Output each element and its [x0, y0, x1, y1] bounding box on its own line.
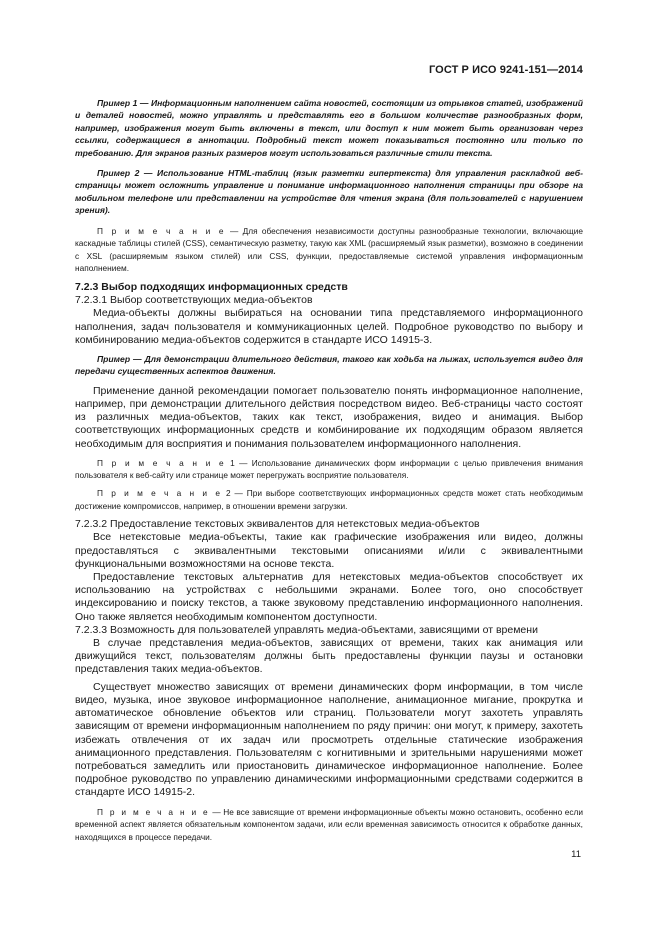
page-number: 11	[571, 849, 581, 860]
section-heading-7-2-3: 7.2.3 Выбор подходящих информационных средств	[75, 281, 348, 294]
body-paragraph: Все нетекстовые медиа-объекты, такие как графические изображения или видео, должны предоставляться с эквивалентными текстовыми описаниями и/или с эквивалентными функциональными возможностями на основе текста.	[75, 531, 583, 570]
note-label: П р и м е ч а н и е	[97, 806, 210, 817]
note-text: — Для обеспечения независимости доступны разнообразные технологии, включающие каскадные таблицы стилей (CSS), семантическую разметку, такую как XML (расширяемый язык разметки), возможно в соединении с XSL (расширяемым языком стилей) или CSS, функции, предоставляемые системой управления информационным наполнением.	[75, 225, 583, 274]
example-2: Пример 2 — Использование HTML-таблиц (язык разметки гипертекста) для управления раскладкой веб-страницы может осложнить управление и понимание информационного наполнения страницы при обзоре на мобильном телефоне или представлении на устройстве для чтения экрана (для пользователей с нарушением зрения).	[75, 168, 583, 216]
note-text: — Не все зависящие от времени информационные объекты можно остановить, особенно если временной аспект является обязательным компонентом задачи, или если временная зависимость относится к обработке данных, находящихся в процессе передачи.	[75, 806, 583, 842]
body-paragraph: В случае представления медиа-объектов, зависящих от времени, таких как анимация или движущийся текст, пользователям должны быть предоставлены функции паузы и остановки представления таких медиа-объектов.	[75, 637, 583, 676]
note-label: П р и м е ч а н и е	[97, 225, 226, 236]
subsection-heading-7-2-3-1: 7.2.3.1 Выбор соответствующих медиа-объектов	[75, 294, 313, 307]
note-paragraph	[75, 806, 583, 844]
body-paragraph: Предоставление текстовых альтернатив для нетекстовых медиа-объектов способствует их использованию на устройствах с небольшими экранами. Более того, оно способствует индексированию и поиску текстов, а также звуковому представлению информационного наполнения. Оно также является необходимым компонентом доступности.	[75, 571, 583, 623]
note-text: 2 — При выборе соответствующих информационных средств может стать необходимым достижение компромиссов, например, в отношении времени загрузки.	[75, 488, 583, 511]
body-paragraph: Применение данной рекомендации помогает пользователю понять информационное наполнение, например, при демонстрации длительного действия посредством видео. Веб-страницы часто состоят из различных медиа-объектов, таких как текст, изображения, видео и анимация. Выбор соответствующих информационных средств и комбинирование их подходящим образом является необходимым для восприятия и понимания пользователем информационного наполнения.	[75, 384, 583, 450]
body-paragraph: Существует множество зависящих от времени динамических форм информации, в том числе видео, музыка, иное звуковое информационное наполнение, анимационное мигание, прокрутка и автоматическое обновление объектов или страниц. Пользователи могут захотеть управлять зависящим от времени информационным наполнением по ряду причин: они могут, к примеру, захотеть избежать отвлечения от их задач или просмотреть отдельные статические изображения анимационного представления. Пользователям с когнитивными и зрительными нарушениями может потребоваться замедлить или приостановить динамическое информационное наполнение. Более подробное руководство по управлению динамическими информационными средствами содержится в стандарте ИСО 14915-2.	[75, 680, 583, 799]
subsection-heading-7-2-3-3: 7.2.3.3 Возможность для пользователей управлять медиа-объектами, зависящими от времени	[75, 623, 538, 636]
note-label: П р и м е ч а н и е	[97, 488, 223, 499]
subsection-heading-7-2-3-2: 7.2.3.2 Предоставление текстовых эквивалентов для нетекстовых медиа-объектов	[75, 518, 480, 531]
note-text: 1 — Использование динамических форм информации с целью привлечения внимания пользователя к веб-сайту или странице может перегружать восприятие пользователя.	[75, 457, 583, 481]
document-header: ГОСТ Р ИСО 9241-151—2014	[428, 64, 583, 76]
body-paragraph: Медиа-объекты должны выбираться на основании типа представляемого информационного наполнения, задач пользователя и коммуникационных целей. Подробное руководство по выбору и комбинированию медиа-объектов содержится в стандарте ИСО 14915-3.	[75, 307, 583, 346]
example-3: Пример — Для демонстрации длительного действия, такого как ходьба на лыжах, используется видео для передачи существенных аспектов движения.	[75, 354, 583, 377]
example-1: Пример 1 — Информационным наполнением сайта новостей, состоящим из отрывков статей, изображений и деталей новостей, можно управлять и представлять его в большом количестве разнообразных форм, например, изображения могут быть включены в текст, или доступ к ним может быть организован через ссылки, содержащиеся в аннотации. Подробный текст может показываться постоянно или только по требованию. Для экранов разных размеров могут использоваться различные стили текста.	[75, 98, 583, 158]
note-paragraph	[75, 457, 583, 482]
note-paragraph	[75, 225, 583, 275]
document-body	[75, 97, 583, 843]
note-paragraph	[75, 487, 583, 512]
note-label: П р и м е ч а н и е	[97, 457, 226, 468]
